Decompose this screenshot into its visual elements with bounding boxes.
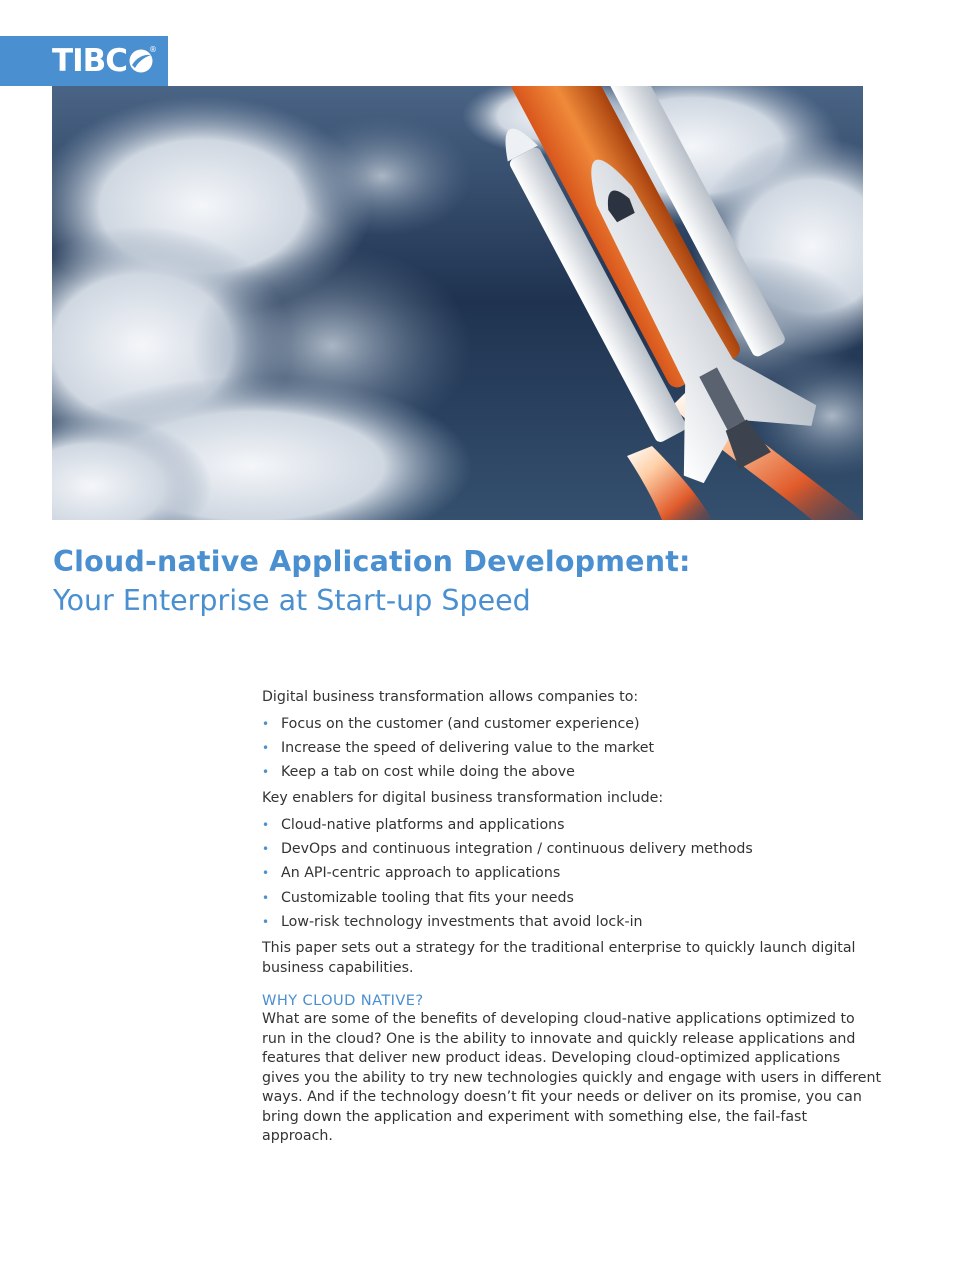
list-item: • DevOps and continuous integration / continuous delivery methods: [262, 837, 882, 861]
hero-image: [52, 86, 863, 520]
list-item: • Focus on the customer (and customer experience): [262, 712, 882, 736]
page-title: Cloud-native Application Development:: [53, 545, 691, 578]
list-item: • Increase the speed of delivering value to the market: [262, 736, 882, 760]
bullet-icon: •: [262, 842, 270, 857]
bullet-icon: •: [262, 915, 270, 930]
bullet-icon: •: [262, 740, 270, 755]
space-shuttle-launch-icon: [52, 86, 863, 520]
enablers-intro-text: Key enablers for digital business transformation include:: [262, 790, 664, 807]
list-item: • Low-risk technology investments that avoid lock-in: [262, 910, 882, 934]
enablers-list: [262, 813, 882, 934]
list-item: • Cloud-native platforms and applications: [262, 813, 882, 837]
body-content: [262, 688, 882, 1147]
list-item: • An API-centric approach to applications: [262, 861, 882, 885]
list-item: • Keep a tab on cost while doing the above: [262, 760, 882, 784]
section-heading: WHY CLOUD NATIVE?: [262, 992, 424, 1010]
intro-text: Digital business transformation allows companies to:: [262, 689, 639, 705]
bullet-icon: •: [262, 890, 270, 905]
logo-text: TIBC: [52, 42, 128, 79]
page-subtitle: Your Enterprise at Start-up Speed: [53, 584, 531, 617]
bullet-icon: •: [262, 866, 270, 881]
tibco-logo: [0, 36, 168, 86]
list-item: • Customizable tooling that fits your needs: [262, 886, 882, 910]
bullet-icon: •: [262, 765, 270, 780]
strategy-text: This paper sets out a strategy for the traditional enterprise to quickly launch digital business capabilities.: [262, 940, 856, 976]
benefits-list: [262, 712, 882, 785]
bullet-icon: •: [262, 716, 270, 731]
registered-mark: ®: [149, 45, 157, 54]
bullet-icon: •: [262, 817, 270, 832]
section-text: What are some of the benefits of developing cloud-native applications optimized to run in the cloud? One is the ability to innovate and quickly release applications and features that deliver new product ideas. Developing cloud-optimized applications gives you the ability to try new technologies quickly and engage with users in different ways. And if the technology doesn’t fit your needs or deliver on its promise, you can bring down the application and experiment with something else, the fail-fast approach.: [262, 1011, 882, 1145]
